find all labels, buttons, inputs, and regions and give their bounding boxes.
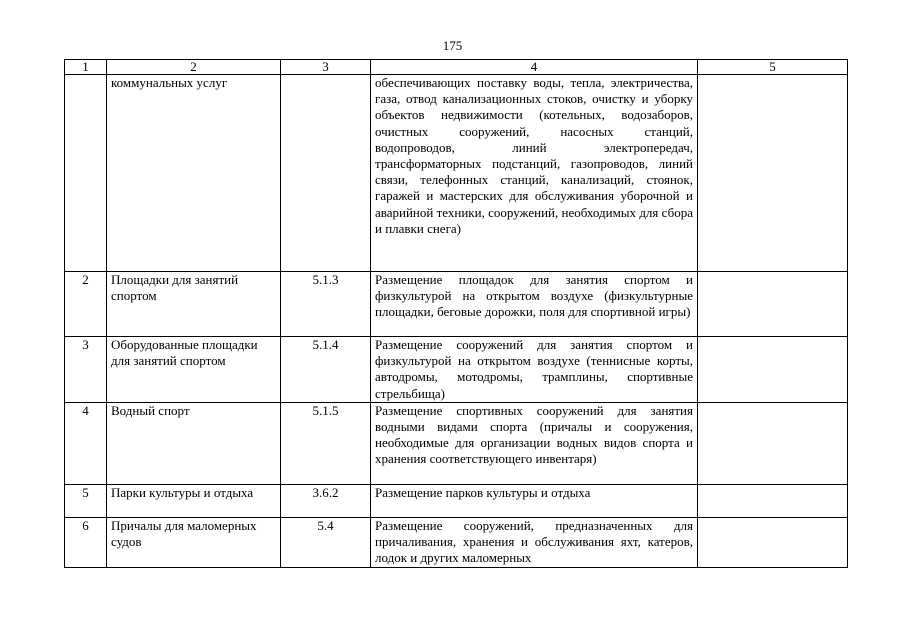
row-number: 3	[65, 337, 107, 403]
row-description: Размещение сооружений, предназначенных для причаливания, хранения и обслуживания яхт, катеров, лодок и других маломерных	[371, 517, 698, 567]
row-number: 2	[65, 272, 107, 337]
table-row	[65, 484, 848, 517]
row-note	[698, 517, 848, 567]
table-row	[65, 75, 848, 272]
table-row	[65, 337, 848, 403]
header-cell-5: 5	[698, 60, 848, 75]
row-name: Водный спорт	[107, 402, 281, 484]
row-code: 5.4	[281, 517, 371, 567]
land-use-table	[64, 59, 848, 568]
row-number	[65, 75, 107, 272]
row-note	[698, 337, 848, 403]
row-code: 5.1.3	[281, 272, 371, 337]
header-cell-3: 3	[281, 60, 371, 75]
table-row	[65, 272, 848, 337]
row-description: Размещение парков культуры и отдыха	[371, 484, 698, 517]
row-description: Размещение спортивных сооружений для занятия водными видами спорта (причалы и сооружения, необходимые для организации водных видов спорта и хранения соответствующего инвентаря)	[371, 402, 698, 484]
table-row	[65, 517, 848, 567]
row-code: 5.1.5	[281, 402, 371, 484]
table-header-row	[65, 60, 848, 75]
row-description: Размещение площадок для занятия спортом и физкультурой на открытом воздухе (физкультурные площадки, беговые дорожки, поля для спортивной игры)	[371, 272, 698, 337]
row-name: Площадки для занятий спортом	[107, 272, 281, 337]
row-note	[698, 402, 848, 484]
row-note	[698, 484, 848, 517]
table-row	[65, 402, 848, 484]
row-code	[281, 75, 371, 272]
row-note	[698, 75, 848, 272]
row-name: Причалы для маломерных судов	[107, 517, 281, 567]
row-number: 4	[65, 402, 107, 484]
header-cell-2: 2	[107, 60, 281, 75]
row-code: 5.1.4	[281, 337, 371, 403]
row-code: 3.6.2	[281, 484, 371, 517]
row-name: коммунальных услуг	[107, 75, 281, 272]
row-number: 6	[65, 517, 107, 567]
row-note	[698, 272, 848, 337]
header-cell-4: 4	[371, 60, 698, 75]
page-number: 175	[442, 38, 463, 53]
row-description: обеспечивающих поставку воды, тепла, электричества, газа, отвод канализационных стоков, очистку и уборку объектов недвижимости (котельных, водозаборов, очистных сооружений, насосных станций, водопроводов, линий электропередач, трансформаторных подстанций, газопроводов, линий связи, телефонных станций, канализаций, стоянок, гаражей и мастерских для обслуживания уборочной и аварийной техники, сооружений, необходимых для сбора и плавки снега)	[371, 75, 698, 272]
header-cell-1: 1	[65, 60, 107, 75]
row-name: Оборудованные площадки для занятий спортом	[107, 337, 281, 403]
row-name: Парки культуры и отдыха	[107, 484, 281, 517]
row-number: 5	[65, 484, 107, 517]
row-description: Размещение сооружений для занятия спортом и физкультурой на открытом воздухе (теннисные корты, автодромы, мотодромы, трамплины, спортивные стрельбища)	[371, 337, 698, 403]
